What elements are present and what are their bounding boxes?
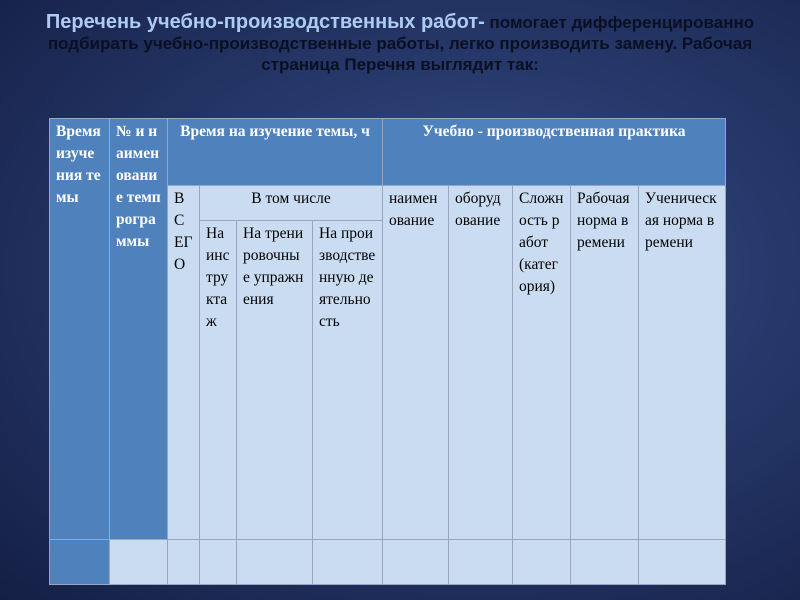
table-cell bbox=[449, 540, 513, 585]
header-work-norm: Рабочая норма времени bbox=[571, 186, 639, 540]
table-cell bbox=[571, 540, 639, 585]
header-complexity: Сложность работ (категория) bbox=[513, 186, 571, 540]
table-cell bbox=[383, 540, 449, 585]
header-production: На производственную деятельность bbox=[313, 221, 383, 540]
header-total: ВСЕГО bbox=[168, 186, 200, 540]
heading-rest: помогает дифференцированно подбирать учебно-производственные работы, легко производить замену. Рабочая страница Перечня выглядит так: bbox=[47, 13, 755, 74]
header-student-norm: Ученическая норма времени bbox=[639, 186, 726, 540]
table-cell bbox=[110, 540, 168, 585]
header-equipment: оборудование bbox=[449, 186, 513, 540]
header-topic-name: № и наименование темпрограммы bbox=[110, 119, 168, 540]
page-heading bbox=[40, 12, 760, 75]
header-training: На тренировочные упражнения bbox=[237, 221, 313, 540]
heading-lead: Перечень учебно-производственных работ- bbox=[45, 11, 485, 33]
table-cell bbox=[50, 540, 110, 585]
table-cell bbox=[168, 540, 200, 585]
header-practice: Учебно - производственная практика bbox=[383, 119, 726, 186]
header-work-name: наименование bbox=[383, 186, 449, 540]
works-list-table bbox=[49, 118, 726, 585]
table-cell bbox=[513, 540, 571, 585]
table-cell bbox=[200, 540, 237, 585]
header-instruction: Наинструктаж bbox=[200, 221, 237, 540]
table-cell bbox=[313, 540, 383, 585]
header-time-allocation: Время на изучение темы, ч bbox=[168, 119, 383, 186]
table-cell bbox=[639, 540, 726, 585]
table-cell bbox=[237, 540, 313, 585]
header-time-of-study: Время изучения темы bbox=[50, 119, 110, 540]
header-including: В том числе bbox=[200, 186, 383, 221]
